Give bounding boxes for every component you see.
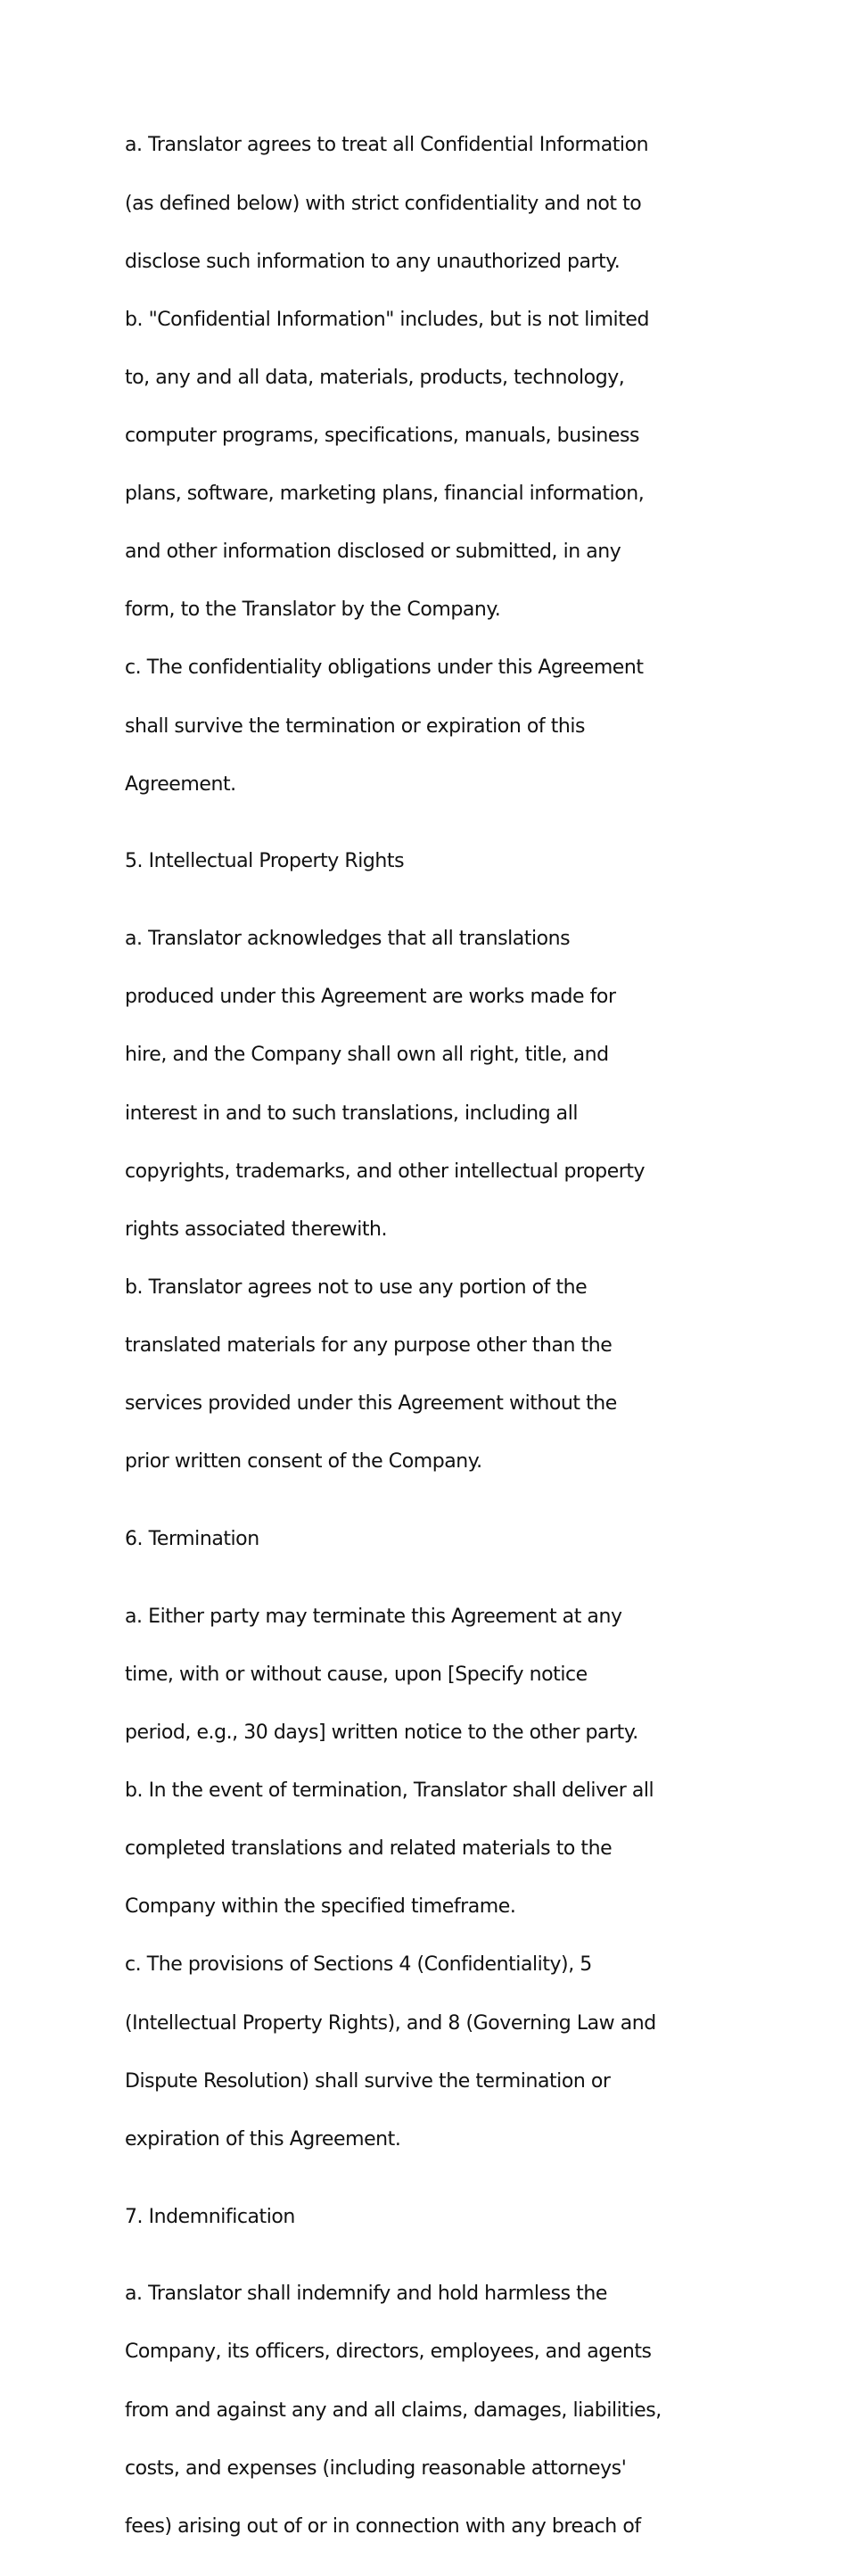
section-heading-termination: 6. Termination <box>125 1527 259 1550</box>
text-line: period, e.g., 30 days] written notice to the other party. <box>125 1721 638 1744</box>
text-line: (as defined below) with strict confidentiality and not to <box>125 192 642 215</box>
text-line: translated materials for any purpose other than the <box>125 1333 613 1357</box>
text-line: computer programs, specifications, manuals, business <box>125 424 639 447</box>
section-7-paragraph <box>125 2246 731 2575</box>
text-line: Company within the specified timeframe. <box>125 1895 516 1919</box>
text-line: from and against any and all claims, damages, liabilities, <box>125 2398 662 2422</box>
document-page <box>125 97 731 2575</box>
section-5-paragraph <box>125 891 731 1511</box>
text-line: interest in and to such translations, including all <box>125 1102 579 1125</box>
text-line: form, to the Translator by the Company. <box>125 599 501 622</box>
text-line: Dispute Resolution) shall survive the termination or <box>125 2069 611 2093</box>
text-line: disclose such information to any unauthorized party. <box>125 250 621 273</box>
text-line: and other information disclosed or submitted, in any <box>125 541 621 564</box>
text-line: hire, and the Company shall own all right, title, and <box>125 1044 609 1067</box>
text-line: a. Translator agrees to treat all Confidential Information <box>125 134 649 157</box>
text-line: time, with or without cause, upon [Specify notice <box>125 1663 588 1686</box>
text-line: Agreement. <box>125 772 236 796</box>
text-line: completed translations and related materials to the <box>125 1837 613 1861</box>
section-6-paragraph <box>125 1568 731 2188</box>
text-line: b. Translator agrees not to use any portion of the <box>125 1276 588 1299</box>
text-line: Company, its officers, directors, employees, and agents <box>125 2341 652 2364</box>
text-line: services provided under this Agreement without the <box>125 1392 617 1416</box>
text-line: a. Translator acknowledges that all translations <box>125 928 571 951</box>
text-line: c. The confidentiality obligations under this Agreement <box>125 656 644 680</box>
text-line: prior written consent of the Company. <box>125 1450 482 1474</box>
text-line: copyrights, trademarks, and other intellectual property <box>125 1160 646 1183</box>
section-4-paragraph <box>125 97 731 833</box>
text-line: plans, software, marketing plans, financial information, <box>125 483 645 506</box>
text-line: rights associated therewith. <box>125 1218 388 1241</box>
text-line: costs, and expenses (including reasonable attorneys' <box>125 2456 627 2480</box>
section-heading-intellectual-property: 5. Intellectual Property Rights <box>125 850 405 873</box>
text-line: fees) arising out of or in connection with any breach of <box>125 2514 641 2538</box>
text-line: b. In the event of termination, Translator shall deliver all <box>125 1779 654 1803</box>
text-line: shall survive the termination or expiration of this <box>125 714 586 738</box>
text-line: a. Translator shall indemnify and hold harmless the <box>125 2283 607 2306</box>
text-line: b. "Confidential Information" includes, but is not limited <box>125 308 649 331</box>
text-line: produced under this Agreement are works made for <box>125 986 616 1009</box>
text-line: to, any and all data, materials, products, technology, <box>125 366 625 389</box>
text-line: c. The provisions of Sections 4 (Confidentiality), 5 <box>125 1953 592 1977</box>
section-heading-indemnification: 7. Indemnification <box>125 2205 295 2228</box>
text-line: a. Either party may terminate this Agreement at any <box>125 1605 622 1628</box>
text-line: (Intellectual Property Rights), and 8 (Governing Law and <box>125 2011 656 2035</box>
text-line: expiration of this Agreement. <box>125 2127 401 2151</box>
